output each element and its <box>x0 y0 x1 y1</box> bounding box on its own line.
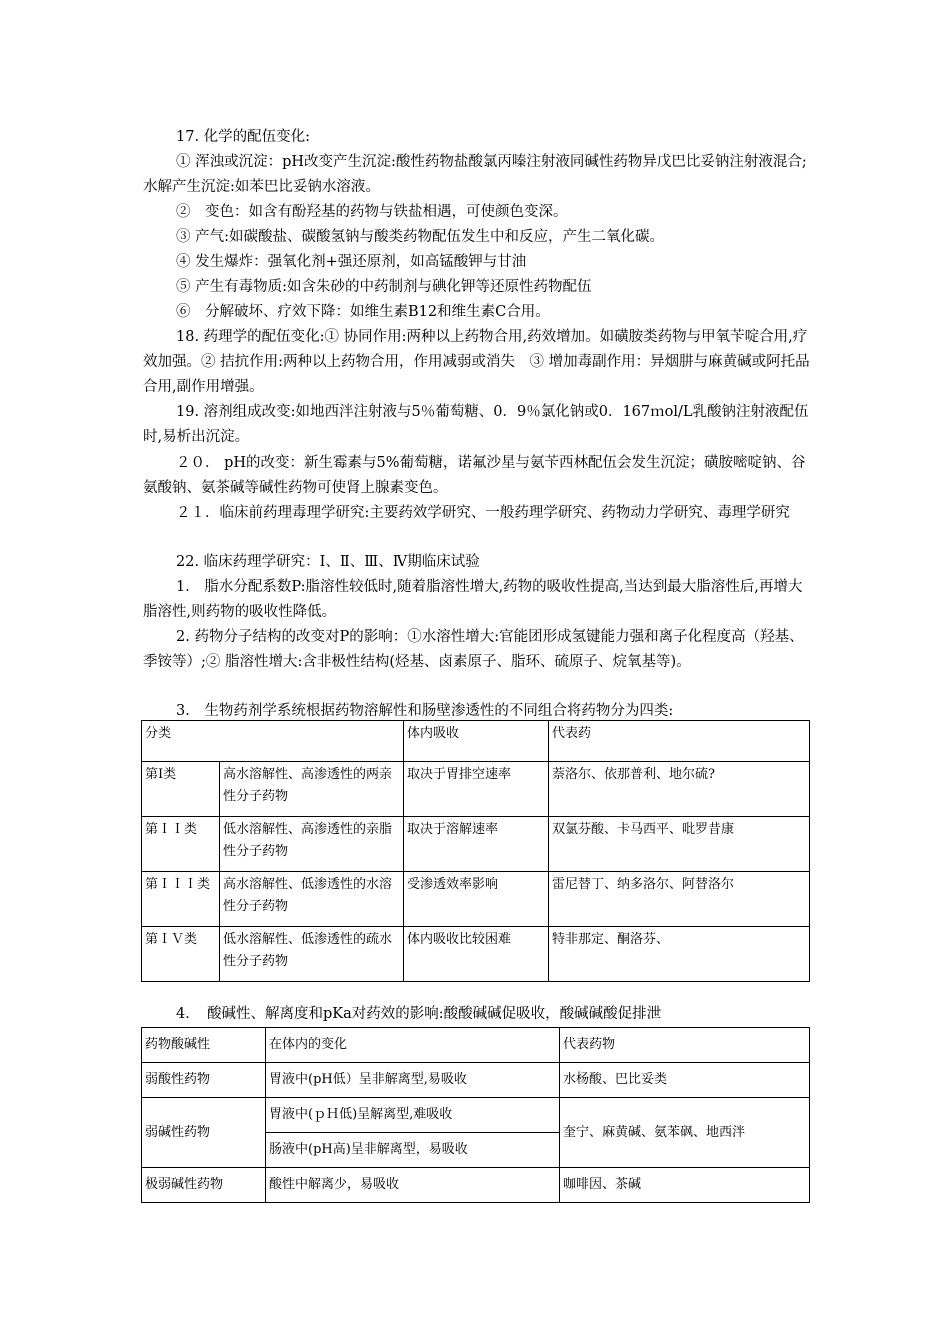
drugs-cell: 咖啡因、茶碱 <box>560 1168 810 1203</box>
table-row <box>142 1168 810 1203</box>
absorption-cell: 取决于胃排空速率 <box>404 762 549 817</box>
description-cell: 高水溶解性、低渗透性的水溶性分子药物 <box>220 872 404 927</box>
class-cell: 第ＩＶ类 <box>142 927 220 982</box>
header-class: 分类 <box>142 721 404 762</box>
drugs-cell: 水杨酸、巴比妥类 <box>560 1063 810 1098</box>
type-cell: 弱碱性药物 <box>142 1098 266 1168</box>
drugs-cell: 奎宁、麻黄碱、氨苯砜、地西泮 <box>560 1098 810 1168</box>
class-cell: 第ＩＩＩ类 <box>142 872 220 927</box>
header-representative: 代表药 <box>549 721 810 762</box>
table-row <box>142 762 810 817</box>
drugs-cell: 萘洛尔、依那普利、地尔硫? <box>549 762 810 817</box>
paragraph-18: 18. 药理学的配伍变化:① 协同作用:两种以上药物合用,药效增加。如磺胺类药物与甲氧苄啶合用,疗效加强。② 拮抗作用:两种以上药物合用，作用减弱或消失 ③ 增加毒副作用：异烟肼与麻黄碱或阿托品合用,副作用增强。 <box>143 329 810 395</box>
paragraph-3-bcs: 3． 生物药剂学系统根据药物溶解性和肠壁渗透性的不同组合将药物分为四类: <box>176 703 674 719</box>
change-cell: 肠液中(pH高)呈非解离型，易吸收 <box>266 1133 560 1168</box>
paragraph-22: 22. 临床药理学研究：Ⅰ、Ⅱ、Ⅲ、Ⅳ期临床试验 <box>176 554 480 570</box>
paragraph-17-2: ② 变色：如含有酚羟基的药物与铁盐相遇，可使颜色变深。 <box>176 204 568 220</box>
change-cell: 胃液中(pH低）呈非解离型,易吸收 <box>266 1063 560 1098</box>
absorption-cell: 体内吸收比较困难 <box>404 927 549 982</box>
change-cell: 酸性中解离少，易吸收 <box>266 1168 560 1203</box>
absorption-cell: 取决于溶解速率 <box>404 817 549 872</box>
paragraph-17-4: ④ 发生爆炸：强氧化剂+强还原剂，如高锰酸钾与甘油 <box>176 254 527 270</box>
paragraph-4-pka: 4． 酸碱性、解离度和pKa对药效的影响:酸酸碱碱促吸收，酸碱碱酸促排泄 <box>176 1006 662 1022</box>
table-row <box>142 817 810 872</box>
table-header-row <box>142 721 810 762</box>
acid-base-table <box>141 1027 810 1203</box>
type-cell: 极弱碱性药物 <box>142 1168 266 1203</box>
table-row <box>142 927 810 982</box>
heading-17: 17. 化学的配伍变化: <box>176 129 311 145</box>
paragraph-17-5: ⑤ 产生有毒物质:如含朱砂的中药制剂与碘化钾等还原性药物配伍 <box>176 279 592 295</box>
absorption-cell: 受渗透效率影响 <box>404 872 549 927</box>
type-cell: 弱酸性药物 <box>142 1063 266 1098</box>
paragraph-17-3: ③ 产气:如碳酸盐、碳酸氢钠与酸类药物配伍发生中和反应，产生二氧化碳。 <box>176 229 664 245</box>
header-drugs: 代表药物 <box>560 1028 810 1063</box>
paragraph-1-partition-coefficient: 1． 脂水分配系数P:脂溶性较低时,随着脂溶性增大,药物的吸收性提高,当达到最大脂溶性后,再增大脂溶性,则药物的吸收性降低。 <box>143 579 803 620</box>
header-acidity: 药物酸碱性 <box>142 1028 266 1063</box>
class-cell: 第ＩＩ类 <box>142 817 220 872</box>
table-row <box>142 1063 810 1098</box>
bcs-table <box>141 720 810 982</box>
header-absorption: 体内吸收 <box>404 721 549 762</box>
table-row <box>142 1098 810 1133</box>
paragraph-21: ２１．临床前药理毒理学研究:主要药效学研究、一般药理学研究、药物动力学研究、毒理学研究 <box>176 505 790 521</box>
paragraph-2-structure: 2. 药物分子结构的改变对P的影响：①水溶性增大:官能团形成氢键能力强和离子化程度高（羟基、季铵等）;② 脂溶性增大:含非极性结构(烃基、卤素原子、脂环、硫原子、烷氧基等)。 <box>143 629 804 670</box>
description-cell: 高水溶解性、高渗透性的两亲性分子药物 <box>220 762 404 817</box>
paragraph-19: 19. 溶剂组成改变:如地西泮注射液与5％葡萄糖、0．9％氯化钠或0．167ｍol/L乳酸钠注射液配伍时,易析出沉淀。 <box>143 404 809 445</box>
paragraph-17-6: ⑥ 分解破坏、疗效下降：如维生素B12和维生素C合用。 <box>176 304 550 320</box>
table-row <box>142 872 810 927</box>
drugs-cell: 双氯芬酸、卡马西平、吡罗昔康 <box>549 817 810 872</box>
description-cell: 低水溶解性、低渗透性的疏水性分子药物 <box>220 927 404 982</box>
description-cell: 低水溶解性、高渗透性的亲脂性分子药物 <box>220 817 404 872</box>
paragraph-17-1: ① 浑浊或沉淀：pH改变产生沉淀:酸性药物盐酸氯丙嗪注射液同碱性药物异戊巴比妥钠注射液混合;水解产生沉淀:如苯巴比妥钠水溶液。 <box>143 154 807 195</box>
drugs-cell: 雷尼替丁、纳多洛尔、阿替洛尔 <box>549 872 810 927</box>
drugs-cell: 特非那定、酮洛芬、 <box>549 927 810 982</box>
table-header-row <box>142 1028 810 1063</box>
class-cell: 第Ⅰ类 <box>142 762 220 817</box>
change-cell: 胃液中(ｐＨ低)呈解离型,难吸收 <box>266 1098 560 1133</box>
header-change: 在体内的变化 <box>266 1028 560 1063</box>
paragraph-20: ２０． pH的改变：新生霉素与5%葡萄糖，诺氟沙星与氨苄西林配伍会发生沉淀；磺胺嘧啶钠、谷氨酸钠、氨茶碱等碱性药物可使肾上腺素变色。 <box>143 455 806 496</box>
